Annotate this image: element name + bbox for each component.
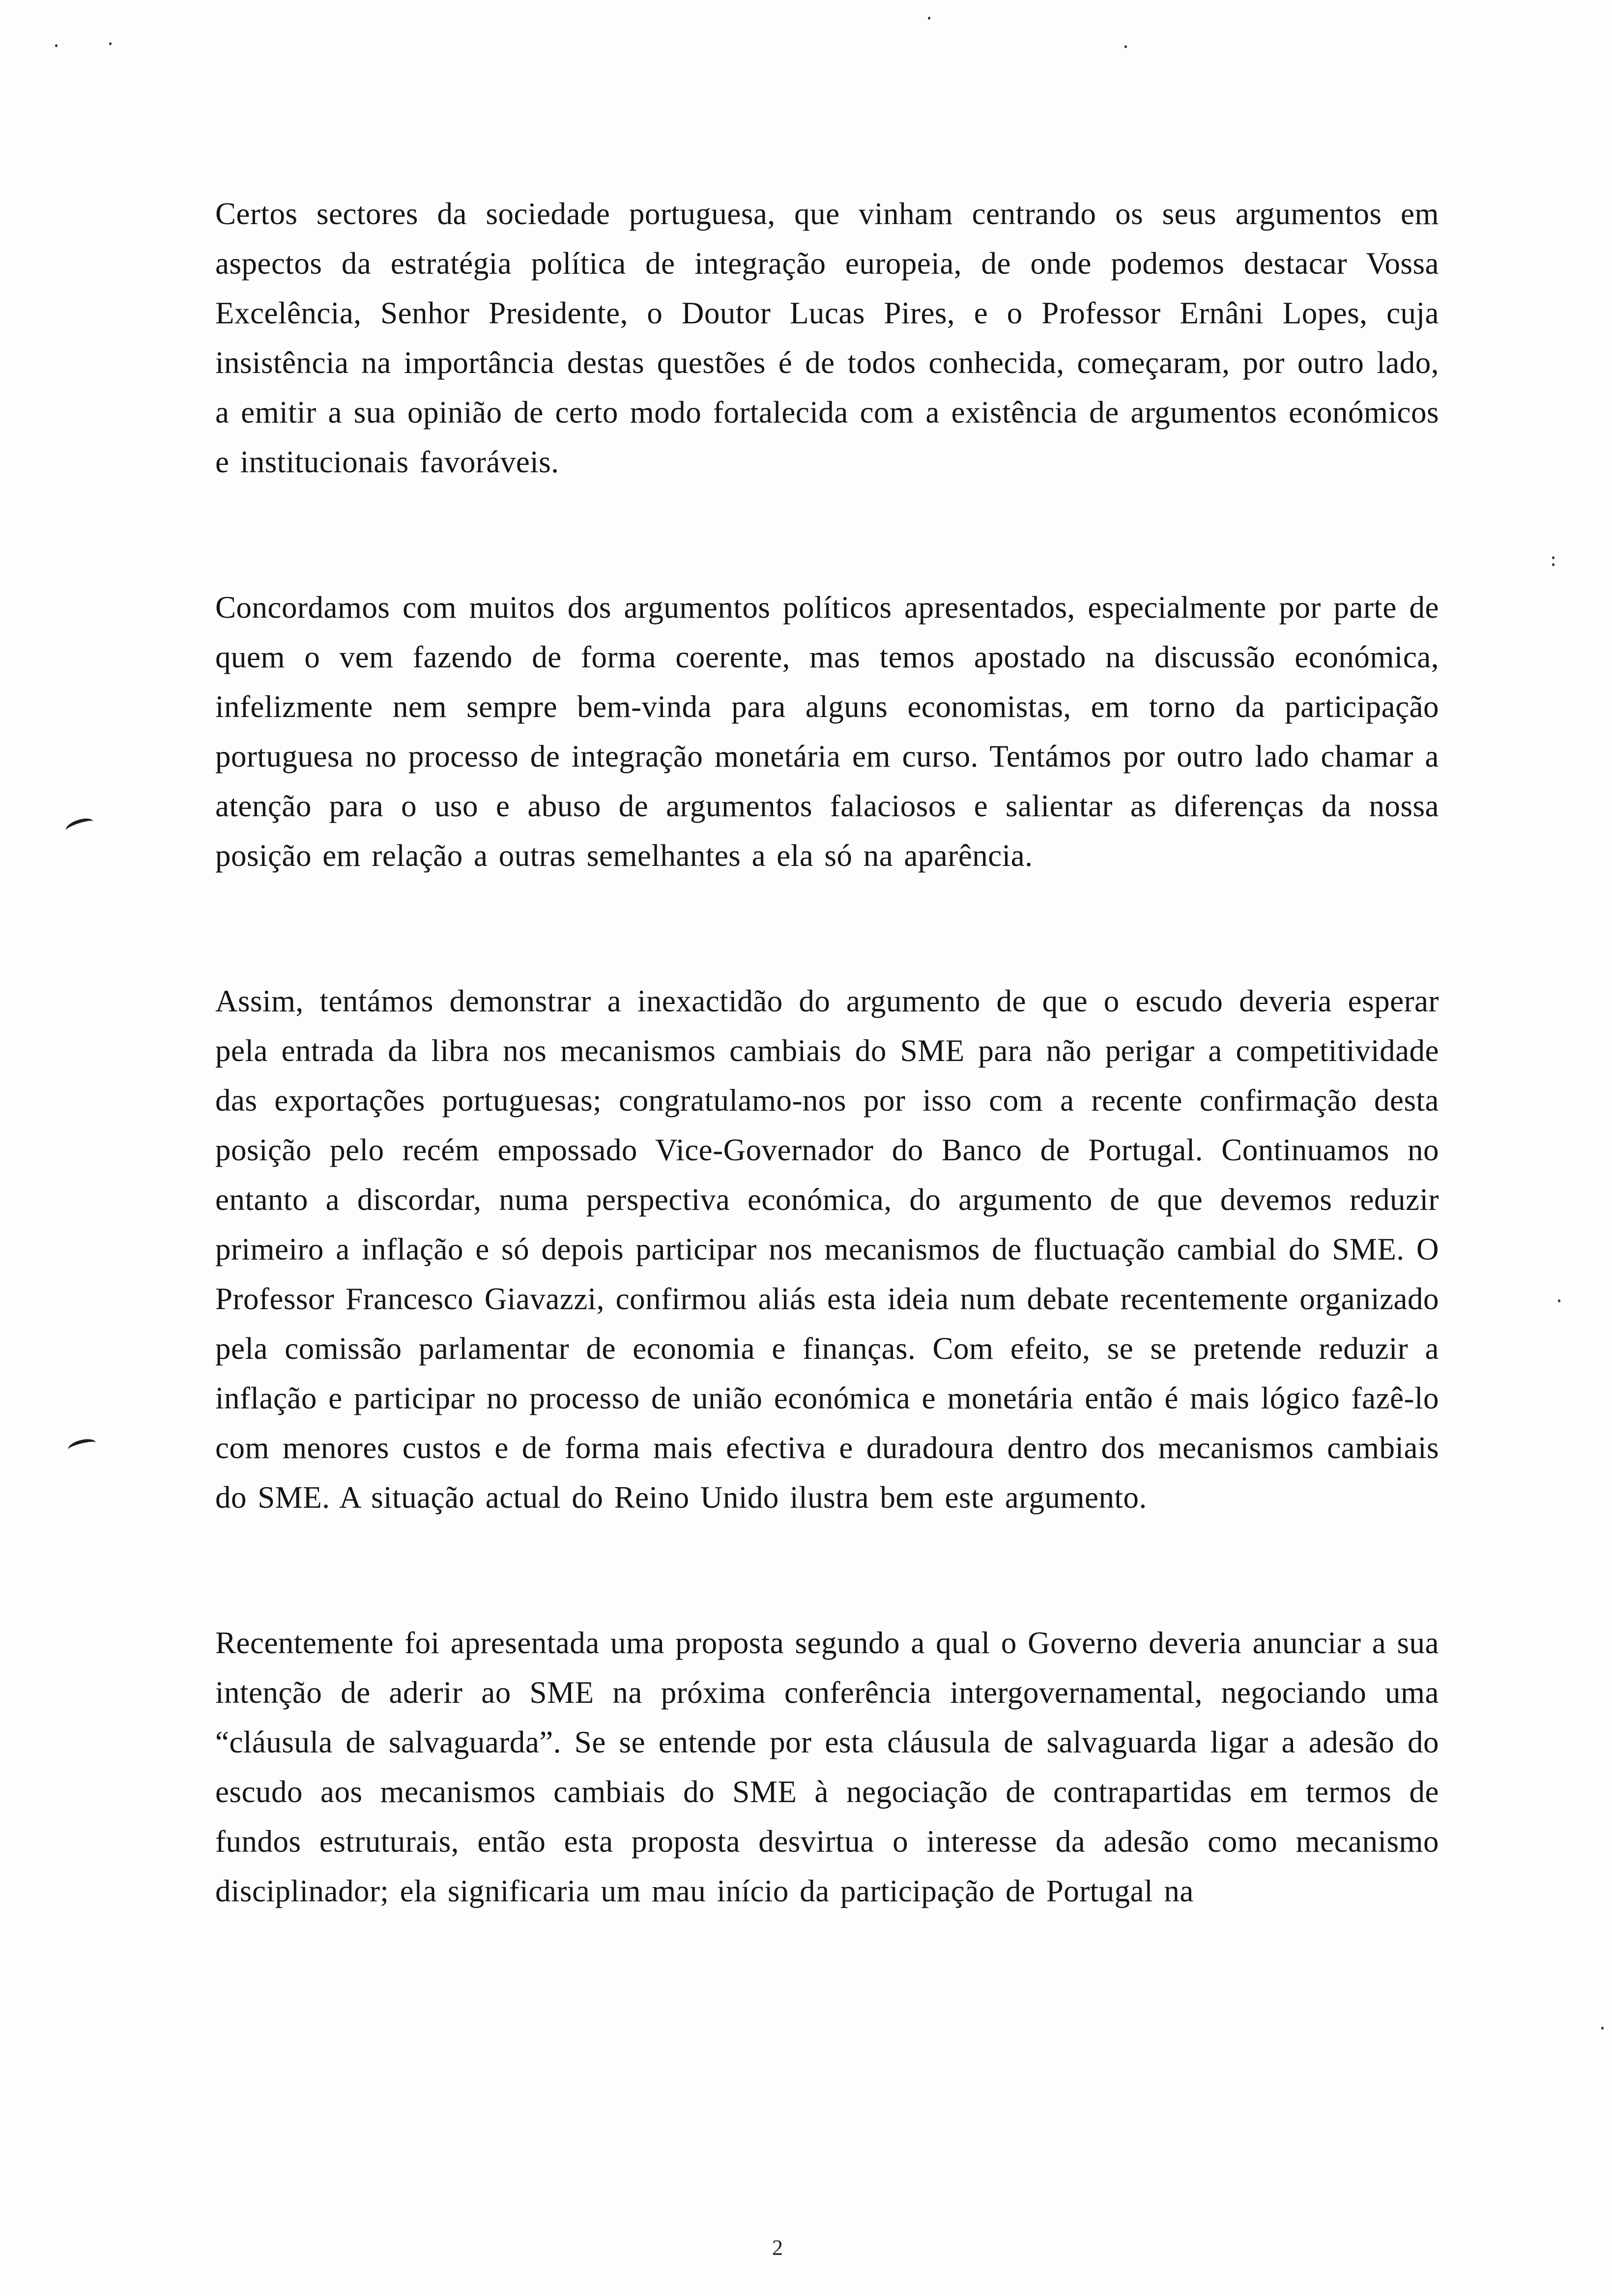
scan-speck [1601,2027,1604,2030]
scan-speck [1552,556,1554,559]
paragraph-3: Assim, tentámos demonstrar a inexactidão do argumento de que o escudo deveria esperar pela entrada da libra nos mecanismos cambiais do SME para não perigar a competitividade das exportações portuguesas; congratulamo-nos por isso com a recente confirmação desta posição pelo recém empossado Vice-Governador do Banco de Portugal. Continuamos no entanto a discordar, numa perspectiva económica, do argumento de que devemos reduzir primeiro a inflação e só depois participar nos mecanismos de fluctuação cambial do SME. O Professor Francesco Giavazzi, confirmou aliás esta ideia num debate recentemente organizado pela comissão parlamentar de economia e finanças. Com efeito, se se pretende reduzir a inflação e participar no processo de união económica e monetária então é mais lógico fazê-lo com menores custos e de forma mais efectiva e duradoura dentro dos mecanismos cambiais do SME. A situação actual do Reino Unido ilustra bem este argumento. [215,984,1439,1515]
paragraph-4: Recentemente foi apresentada uma proposta segundo a qual o Governo deveria anunciar a sua intenção de aderir ao SME na próxima conferência intergovernamental, negociando uma “cláusula de salvaguarda”. Se se entende por esta cláusula de salvaguarda ligar a adesão do escudo aos mecanismos cambiais do SME à negociação de contrapartidas em termos de fundos estruturais, então esta proposta desvirtua o interesse da adesão como mecanismo disciplinador; ela significaria um mau início da participação de Portugal na [215,1626,1439,1908]
paragraph-1: Certos sectores da sociedade portuguesa, que vinham centrando os seus argumentos em aspectos da estratégia política de integração europeia, de onde podemos destacar Vossa Excelência, Senhor Presidente, o Doutor Lucas Pires, e o Professor Ernâni Lopes, cuja insistência na importância destas questões é de todos conhecida, começaram, por outro lado, a emitir a sua opinião de certo modo fortalecida com a existência de argumentos económicos e institucionais favoráveis. [215,197,1439,479]
page-number: 2 [772,2236,783,2260]
scan-speck [928,17,930,20]
scan-speck [1552,563,1554,566]
scan-artifact [67,1436,97,1455]
scan-speck [55,44,58,47]
paragraph-2: Concordamos com muitos dos argumentos políticos apresentados, especialmente por parte de quem o vem fazendo de forma coerente, mas temos apostado na discussão económica, infelizmente nem sempre bem-vinda para alguns economistas, em torno da participação portuguesa no processo de integração monetária em curso. Tentámos por outro lado chamar a atenção para o uso e abuso de argumentos falaciosos e salientar as diferenças da nossa posição em relação a outras semelhantes a ela só na aparência. [215,590,1439,873]
scan-artifact [64,816,95,836]
scan-speck [1124,45,1127,48]
scan-speck [1558,1299,1560,1302]
document-body [215,189,1439,1916]
scan-speck [109,42,112,45]
